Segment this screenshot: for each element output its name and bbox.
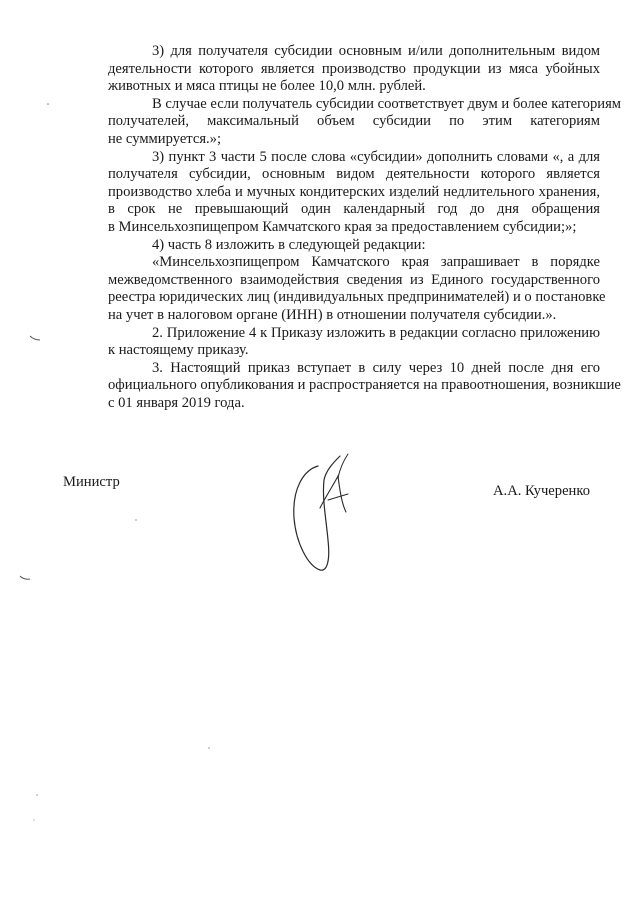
text-line: В случае если получатель субсидии соответствует двум и более категориям — [152, 95, 622, 112]
paragraph-subsidy-meat — [64, 43, 600, 96]
signatory-position: Министр — [63, 474, 120, 490]
text-line: с 01 января 2019 года. — [108, 394, 245, 411]
paragraph-quote-interagency — [64, 254, 606, 324]
text-line: производство хлеба и мучных кондитерских изделий недлительного хранения, — [108, 183, 600, 200]
text-line: деятельности которого является производство продукции из мяса убойных — [108, 60, 600, 77]
signatory-name: А.А. Кучеренко — [493, 483, 591, 499]
text-line: межведомственного взаимодействия сведения из Единого государственного — [108, 271, 600, 288]
text-line: реестра юридических лиц (индивидуальных предпринимателей) и о постановке — [108, 289, 606, 306]
text-line: животных и мяса птицы не более 10,0 млн. рублей. — [108, 78, 426, 95]
text-line: получателей, максимальный объем субсидии по этим категориям — [108, 113, 600, 130]
text-line: 4) часть 8 изложить в следующей редакции: — [152, 236, 426, 253]
paragraph-categories — [64, 95, 622, 149]
paragraph-point-4 — [64, 237, 600, 255]
paragraph-point-3 — [64, 149, 600, 237]
text-line: получателя субсидии, основным видом деятельности которого является — [108, 166, 600, 183]
paragraph-appendix-4 — [64, 325, 600, 360]
text-line: в срок не превышающий один календарный год до дня обращения — [108, 201, 600, 218]
text-line: не суммируется.»; — [108, 130, 222, 147]
text-line: к настоящему приказу. — [108, 342, 249, 359]
text-line: официального опубликования и распространяется на правоотношения, возникшие — [108, 377, 621, 394]
text-line: 3) для получателя субсидии основным и/или дополнительным видом — [152, 43, 600, 59]
text-line: на учет в налоговом органе (ИНН) в отношении получателя субсидии.». — [108, 306, 557, 323]
paragraph-effective-date — [64, 359, 621, 413]
text-line: в Минсельхозпищепром Камчатского края за предоставлением субсидии;»; — [108, 218, 577, 235]
document-body — [64, 43, 622, 412]
text-line: 3) пункт 3 части 5 после слова «субсидии» дополнить словами «, а для — [152, 148, 600, 165]
text-line: 2. Приложение 4 к Приказу изложить в редакции согласно приложению — [152, 324, 600, 341]
handwritten-signature — [282, 448, 362, 578]
text-line: «Минсельхозпищепром Камчатского края запрашивает в порядке — [152, 254, 600, 271]
text-line: 3. Настоящий приказ вступает в силу через 10 дней после дня его — [152, 359, 600, 376]
